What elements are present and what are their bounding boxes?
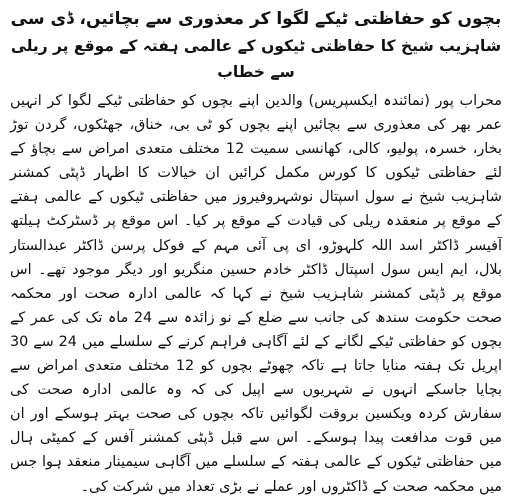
headline: بچوں کو حفاظتی ٹیکے لگوا کر معذوری سے بچائیں، ڈی سی: [10, 9, 502, 29]
article-body: محراب پور (نمائندہ ایکسپریس) والدین اپنے بچوں کو حفاظتی ٹیکے لگوا کر انہیں عمر بھر کی معذوری سے بچائیں اپنے بچوں کو ٹی بی، خناق، جھٹکوں، گردن توڑ بخار، خسرہ، پولیو، کالی، کھانسی سمیت 12 مختلف متعدی امراض سے بچاؤ کے لئے حفاظتی ٹیکوں کا کورس مکمل کرائیں ان خیالات کا اظہار ڈپٹی کمشنر شاہزیب شیخ نے سول اسپتال نوشہروفیروز میں حفاظتی ٹیکوں کے عالمی ہفتے کے موقع پر منعقدہ ریلی کی قیادت کے موقع پر کیا۔ اس موقع پر ڈسٹرکٹ ہیلتھ آفیسر ڈاکٹر اسد اللہ کلہوڑو، ای پی آئی مہم کے فوکل پرسن ڈاکٹر عبدالستار بلال، ایم ایس سول اسپتال ڈاکٹر خادم حسین منگریو اور دیگر موجود تھے۔ اس موقع پر ڈپٹی کمشنر شاہزیب شیخ نے کہا کہ عالمی ادارہ صحت اور محکمہ صحت حکومت سندھ کی جانب سے ضلع کے نو زائدہ سے 24 ماہ تک کی عمر کے بچوں کو حفاظتی ٹیکے لگانے کے لئے آگاہی فراہم کرنے کے سلسلے میں 24 سے 30 اپریل تک ہفتہ منایا جاتا ہے تاکہ چھوٹے بچوں کو 12 مختلف متعدی امراض سے بچایا جاسکے انہوں نے شہریوں سے اپیل کی کہ وہ عالمی ادارہ صحت کی سفارش کردہ ویکسین بروقت لگوائیں تاکہ بچوں کی صحت بہتر ہوسکے اور ان میں قوت مدافعت پیدا ہوسکے۔ اس سے قبل ڈپٹی کمشنر آفس کے کمیٹی ہال میں حفاظتی ٹیکوں کے عالمی ہفتہ کے سلسلے میں آگاہی سیمینار منعقد ہوا جس میں محکمہ صحت کے ڈاکٹروں اور عملے نے بڑی تعداد میں شرکت کی۔: [10, 93, 502, 495]
subheadline: شاہزیب شیخ کا حفاظتی ٹیکوں کے عالمی ہفتہ کے موقع پر ریلی سے خطاب: [10, 37, 502, 81]
